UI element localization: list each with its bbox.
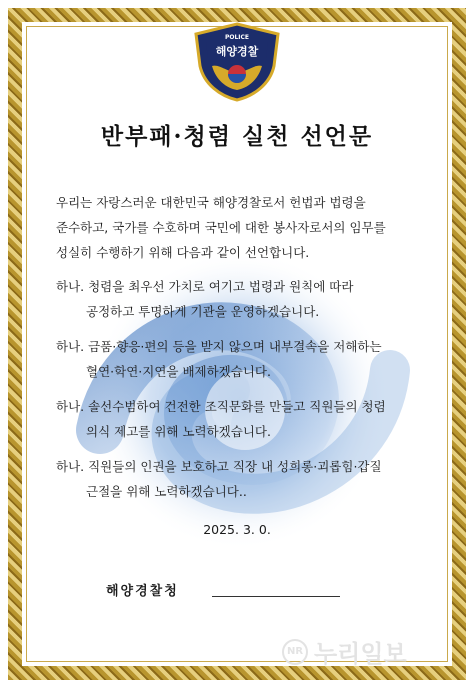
- pledge-text-cont: 공정하고 투명하게 기관을 운영하겠습니다.: [86, 304, 320, 319]
- pledge-text-cont: 혈연·학연·지연을 배제하겠습니다.: [86, 364, 271, 379]
- source-name: 누리일보: [314, 640, 407, 668]
- pledge-lead: 하나.: [56, 339, 85, 354]
- pledge-text: 금품·향응·편의 등을 받지 않으며 내부결속을 저해하는: [88, 339, 382, 354]
- pledge-text-cont: 근절을 위해 노력하겠습니다..: [86, 484, 247, 499]
- signer-name: 해양경찰청: [106, 584, 179, 599]
- source-watermark: [282, 634, 407, 669]
- pledge-item: [56, 454, 428, 504]
- coast-guard-badge-icon: [190, 22, 284, 102]
- source-badge: NR: [282, 639, 308, 665]
- pledge-lead: 하나.: [56, 459, 85, 474]
- pledge-item: [56, 274, 428, 324]
- pledge-text: 청렴을 최우선 가치로 여기고 법령과 원칙에 따라: [88, 279, 354, 294]
- page-title: 반부패·청렴 실천 선언문: [100, 123, 374, 150]
- pledge-item: [56, 334, 428, 384]
- intro-line: 성실히 수행하기 위해 다음과 같이 선언합니다.: [56, 245, 310, 260]
- pledge-text-cont: 의식 제고를 위해 노력하겠습니다.: [86, 424, 271, 439]
- pledge-lead: 하나.: [56, 399, 85, 414]
- intro-paragraph: [56, 190, 428, 265]
- emblem-top-text: POLICE: [224, 34, 250, 41]
- pledge-lead: 하나.: [56, 279, 85, 294]
- intro-line: 우리는 자랑스러운 대한민국 해양경찰로서 헌법과 법령을: [56, 195, 366, 210]
- pledge-text: 직원들의 인권을 보호하고 직장 내 성희롱·괴롭힘·갑질: [88, 459, 382, 474]
- intro-line: 준수하고, 국가를 수호하며 국민에 대한 봉사자로서의 임무를: [56, 220, 386, 235]
- pledge-text: 솔선수범하여 건전한 조직문화를 만들고 직원들의 청렴: [88, 399, 386, 414]
- declaration-date: 2025. 3. 0.: [203, 522, 271, 537]
- emblem-name: 해양경찰: [215, 45, 259, 58]
- pledge-item: [56, 394, 428, 444]
- signature-line: [212, 596, 340, 597]
